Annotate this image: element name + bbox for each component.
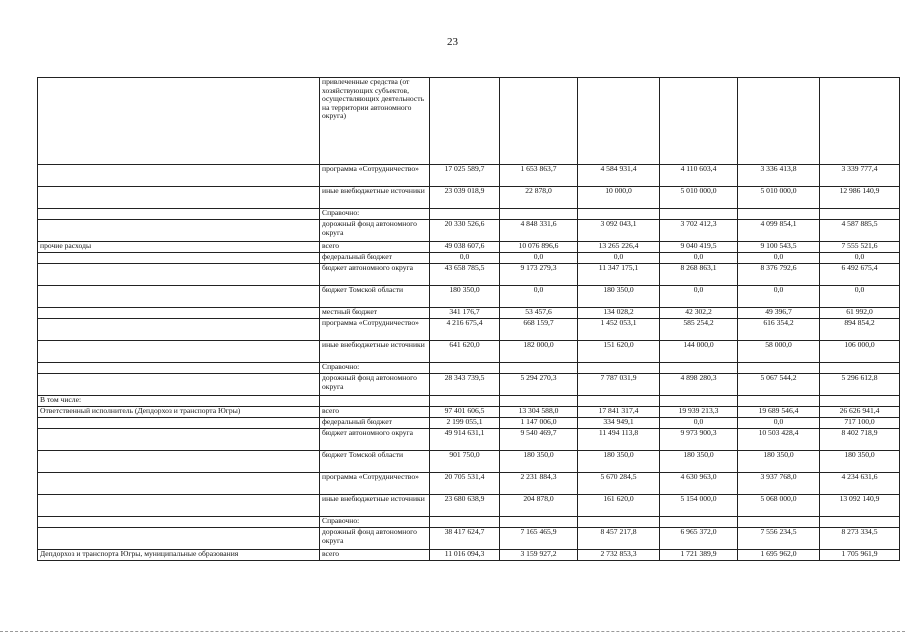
value-cell: 6 492 675,4	[820, 264, 900, 286]
value-cell: 3 702 412,3	[660, 220, 738, 242]
value-cell	[738, 363, 820, 374]
funding-source-cell: федеральный бюджет	[320, 253, 430, 264]
funding-source-cell: иные внебюджетные источники	[320, 341, 430, 363]
value-cell: 0,0	[738, 286, 820, 308]
value-cell	[500, 78, 578, 165]
table-row	[38, 187, 900, 209]
value-cell: 180 350,0	[430, 286, 500, 308]
value-cell: 11 347 175,1	[578, 264, 660, 286]
value-cell: 5 296 612,8	[820, 374, 900, 396]
funding-source-cell: всего	[320, 242, 430, 253]
value-cell: 182 000,0	[500, 341, 578, 363]
value-cell: 1 653 863,7	[500, 165, 578, 187]
value-cell: 5 010 000,0	[660, 187, 738, 209]
value-cell: 0,0	[500, 253, 578, 264]
funding-source-cell: Справочно:	[320, 209, 430, 220]
section-name-cell	[38, 473, 320, 495]
value-cell: 17 841 317,4	[578, 407, 660, 418]
section-name-cell	[38, 319, 320, 341]
value-cell: 28 343 739,5	[430, 374, 500, 396]
value-cell	[738, 209, 820, 220]
value-cell: 1 147 006,0	[500, 418, 578, 429]
value-cell: 38 417 624,7	[430, 528, 500, 550]
value-cell	[578, 517, 660, 528]
table-row	[38, 473, 900, 495]
section-name-cell	[38, 209, 320, 220]
funding-source-cell: всего	[320, 550, 430, 561]
value-cell: 668 159,7	[500, 319, 578, 341]
section-name-cell	[38, 165, 320, 187]
value-cell: 19 939 213,3	[660, 407, 738, 418]
value-cell	[738, 78, 820, 165]
value-cell: 3 937 768,0	[738, 473, 820, 495]
value-cell: 0,0	[820, 286, 900, 308]
table-row	[38, 451, 900, 473]
value-cell: 10 076 896,6	[500, 242, 578, 253]
value-cell: 13 265 226,4	[578, 242, 660, 253]
value-cell: 97 401 606,5	[430, 407, 500, 418]
section-name-cell	[38, 253, 320, 264]
value-cell: 7 555 521,6	[820, 242, 900, 253]
page-number: 23	[447, 36, 458, 48]
funding-source-cell: программа «Сотрудничество»	[320, 165, 430, 187]
value-cell	[578, 209, 660, 220]
value-cell: 49 914 631,1	[430, 429, 500, 451]
value-cell: 0,0	[738, 418, 820, 429]
value-cell: 3 336 413,8	[738, 165, 820, 187]
value-cell: 11 494 113,8	[578, 429, 660, 451]
value-cell: 4 898 280,3	[660, 374, 738, 396]
value-cell: 5 068 000,0	[738, 495, 820, 517]
page-bottom-edge	[0, 631, 905, 632]
section-name-cell	[38, 187, 320, 209]
value-cell: 10 503 428,4	[738, 429, 820, 451]
value-cell: 180 350,0	[500, 451, 578, 473]
value-cell: 5 010 000,0	[738, 187, 820, 209]
section-name-cell	[38, 495, 320, 517]
section-name-cell	[38, 451, 320, 473]
value-cell	[660, 209, 738, 220]
section-name-cell	[38, 528, 320, 550]
table-row	[38, 550, 900, 561]
table-row	[38, 341, 900, 363]
value-cell	[660, 363, 738, 374]
value-cell: 6 965 372,0	[660, 528, 738, 550]
funding-source-cell: программа «Сотрудничество»	[320, 473, 430, 495]
value-cell: 4 584 931,4	[578, 165, 660, 187]
table-row	[38, 253, 900, 264]
table-row	[38, 429, 900, 451]
funding-source-cell: дорожный фонд автономного округа	[320, 528, 430, 550]
section-name-cell: прочие расходы	[38, 242, 320, 253]
funding-source-cell: иные внебюджетные источники	[320, 187, 430, 209]
value-cell	[660, 396, 738, 407]
value-cell: 22 878,0	[500, 187, 578, 209]
value-cell	[500, 517, 578, 528]
table-row	[38, 209, 900, 220]
value-cell: 9 173 279,3	[500, 264, 578, 286]
funding-source-cell	[320, 396, 430, 407]
value-cell: 4 099 854,1	[738, 220, 820, 242]
value-cell	[430, 396, 500, 407]
value-cell: 151 620,0	[578, 341, 660, 363]
value-cell: 334 949,1	[578, 418, 660, 429]
value-cell	[820, 78, 900, 165]
value-cell	[500, 396, 578, 407]
funding-source-cell: Справочно:	[320, 517, 430, 528]
value-cell: 717 100,0	[820, 418, 900, 429]
section-name-cell	[38, 341, 320, 363]
funding-source-cell: бюджет Томской области	[320, 286, 430, 308]
value-cell: 1 721 389,9	[660, 550, 738, 561]
value-cell: 17 025 589,7	[430, 165, 500, 187]
section-name-cell	[38, 264, 320, 286]
value-cell: 0,0	[660, 253, 738, 264]
value-cell: 106 000,0	[820, 341, 900, 363]
table-row	[38, 165, 900, 187]
table-row	[38, 528, 900, 550]
table-row	[38, 319, 900, 341]
section-name-cell	[38, 429, 320, 451]
value-cell: 180 350,0	[660, 451, 738, 473]
funding-source-cell: бюджет автономного округа	[320, 264, 430, 286]
value-cell: 616 354,2	[738, 319, 820, 341]
value-cell: 10 000,0	[578, 187, 660, 209]
value-cell	[430, 209, 500, 220]
value-cell: 180 350,0	[820, 451, 900, 473]
value-cell: 2 732 853,3	[578, 550, 660, 561]
value-cell: 7 787 031,9	[578, 374, 660, 396]
value-cell: 61 992,0	[820, 308, 900, 319]
funding-source-cell: бюджет Томской области	[320, 451, 430, 473]
value-cell	[430, 78, 500, 165]
value-cell: 585 254,2	[660, 319, 738, 341]
section-name-cell	[38, 517, 320, 528]
table-row	[38, 517, 900, 528]
funding-source-cell: иные внебюджетные источники	[320, 495, 430, 517]
funding-source-cell: программа «Сотрудничество»	[320, 319, 430, 341]
funding-source-cell: дорожный фонд автономного округа	[320, 220, 430, 242]
value-cell: 8 457 217,8	[578, 528, 660, 550]
value-cell: 0,0	[738, 253, 820, 264]
value-cell: 180 350,0	[738, 451, 820, 473]
value-cell: 144 000,0	[660, 341, 738, 363]
value-cell	[820, 209, 900, 220]
table-row	[38, 363, 900, 374]
value-cell	[500, 363, 578, 374]
section-name-cell	[38, 374, 320, 396]
value-cell	[738, 517, 820, 528]
section-name-cell	[38, 418, 320, 429]
value-cell	[578, 78, 660, 165]
value-cell	[660, 78, 738, 165]
value-cell	[500, 209, 578, 220]
value-cell: 12 986 140,9	[820, 187, 900, 209]
funding-source-cell: Справочно:	[320, 363, 430, 374]
value-cell: 4 216 675,4	[430, 319, 500, 341]
value-cell: 134 028,2	[578, 308, 660, 319]
value-cell: 901 750,0	[430, 451, 500, 473]
value-cell: 58 000,0	[738, 341, 820, 363]
value-cell	[820, 517, 900, 528]
value-cell	[578, 363, 660, 374]
funding-source-cell: всего	[320, 407, 430, 418]
value-cell: 0,0	[430, 253, 500, 264]
budget-table	[37, 77, 900, 561]
value-cell: 20 705 531,4	[430, 473, 500, 495]
value-cell: 2 231 884,3	[500, 473, 578, 495]
value-cell: 4 110 603,4	[660, 165, 738, 187]
value-cell: 13 092 140,9	[820, 495, 900, 517]
value-cell: 8 268 863,1	[660, 264, 738, 286]
section-name-cell: Депдорхоз и транспорта Югры, муниципальные образования	[38, 550, 320, 561]
funding-source-cell: привлеченные средства (от хозяйствующих субъектов, осуществляющих деятельность на территории автономного округа)	[320, 78, 430, 165]
value-cell: 53 457,6	[500, 308, 578, 319]
funding-source-cell: федеральный бюджет	[320, 418, 430, 429]
value-cell: 23 039 018,9	[430, 187, 500, 209]
value-cell: 7 556 234,5	[738, 528, 820, 550]
value-cell: 13 304 588,0	[500, 407, 578, 418]
funding-source-cell: бюджет автономного округа	[320, 429, 430, 451]
section-name-cell	[38, 308, 320, 319]
section-name-cell	[38, 286, 320, 308]
value-cell: 8 376 792,6	[738, 264, 820, 286]
value-cell: 26 626 941,4	[820, 407, 900, 418]
value-cell: 0,0	[820, 253, 900, 264]
value-cell: 7 165 465,9	[500, 528, 578, 550]
value-cell: 4 848 331,6	[500, 220, 578, 242]
value-cell: 3 092 043,1	[578, 220, 660, 242]
value-cell: 19 689 546,4	[738, 407, 820, 418]
section-name-cell: В том числе:	[38, 396, 320, 407]
value-cell: 1 452 053,1	[578, 319, 660, 341]
value-cell: 1 695 962,0	[738, 550, 820, 561]
value-cell: 49 396,7	[738, 308, 820, 319]
value-cell: 894 854,2	[820, 319, 900, 341]
value-cell: 161 620,0	[578, 495, 660, 517]
section-name-cell	[38, 363, 320, 374]
table-row	[38, 495, 900, 517]
value-cell: 341 176,7	[430, 308, 500, 319]
value-cell: 8 402 718,9	[820, 429, 900, 451]
value-cell: 3 339 777,4	[820, 165, 900, 187]
value-cell: 0,0	[500, 286, 578, 308]
value-cell: 0,0	[578, 253, 660, 264]
value-cell: 11 016 094,3	[430, 550, 500, 561]
value-cell	[578, 396, 660, 407]
value-cell: 42 302,2	[660, 308, 738, 319]
value-cell	[430, 517, 500, 528]
table-row	[38, 264, 900, 286]
table-row	[38, 407, 900, 418]
value-cell	[738, 396, 820, 407]
value-cell: 20 330 526,6	[430, 220, 500, 242]
value-cell: 5 154 000,0	[660, 495, 738, 517]
value-cell: 204 878,0	[500, 495, 578, 517]
value-cell: 641 620,0	[430, 341, 500, 363]
table-row	[38, 308, 900, 319]
table-row	[38, 220, 900, 242]
table-row	[38, 396, 900, 407]
value-cell: 0,0	[660, 286, 738, 308]
value-cell: 4 234 631,6	[820, 473, 900, 495]
value-cell: 9 540 469,7	[500, 429, 578, 451]
value-cell: 23 680 638,9	[430, 495, 500, 517]
value-cell: 5 067 544,2	[738, 374, 820, 396]
funding-source-cell: дорожный фонд автономного округа	[320, 374, 430, 396]
table-row	[38, 78, 900, 165]
value-cell: 2 199 055,1	[430, 418, 500, 429]
value-cell: 9 040 419,5	[660, 242, 738, 253]
value-cell: 5 670 284,5	[578, 473, 660, 495]
value-cell: 1 705 961,9	[820, 550, 900, 561]
table-row	[38, 242, 900, 253]
value-cell: 43 658 785,5	[430, 264, 500, 286]
value-cell: 9 973 900,3	[660, 429, 738, 451]
section-name-cell	[38, 220, 320, 242]
value-cell: 8 273 334,5	[820, 528, 900, 550]
value-cell: 180 350,0	[578, 286, 660, 308]
value-cell	[820, 396, 900, 407]
value-cell: 4 630 963,0	[660, 473, 738, 495]
value-cell	[430, 363, 500, 374]
value-cell: 4 587 885,5	[820, 220, 900, 242]
value-cell: 49 038 607,6	[430, 242, 500, 253]
value-cell	[820, 363, 900, 374]
funding-source-cell: местный бюджет	[320, 308, 430, 319]
value-cell: 180 350,0	[578, 451, 660, 473]
value-cell: 9 100 543,5	[738, 242, 820, 253]
value-cell: 3 159 927,2	[500, 550, 578, 561]
table-row	[38, 286, 900, 308]
section-name-cell: Ответственный исполнитель (Депдорхоз и транспорта Югры)	[38, 407, 320, 418]
value-cell: 5 294 270,3	[500, 374, 578, 396]
section-name-cell	[38, 78, 320, 165]
table-row	[38, 374, 900, 396]
value-cell: 0,0	[660, 418, 738, 429]
value-cell	[660, 517, 738, 528]
table-row	[38, 418, 900, 429]
